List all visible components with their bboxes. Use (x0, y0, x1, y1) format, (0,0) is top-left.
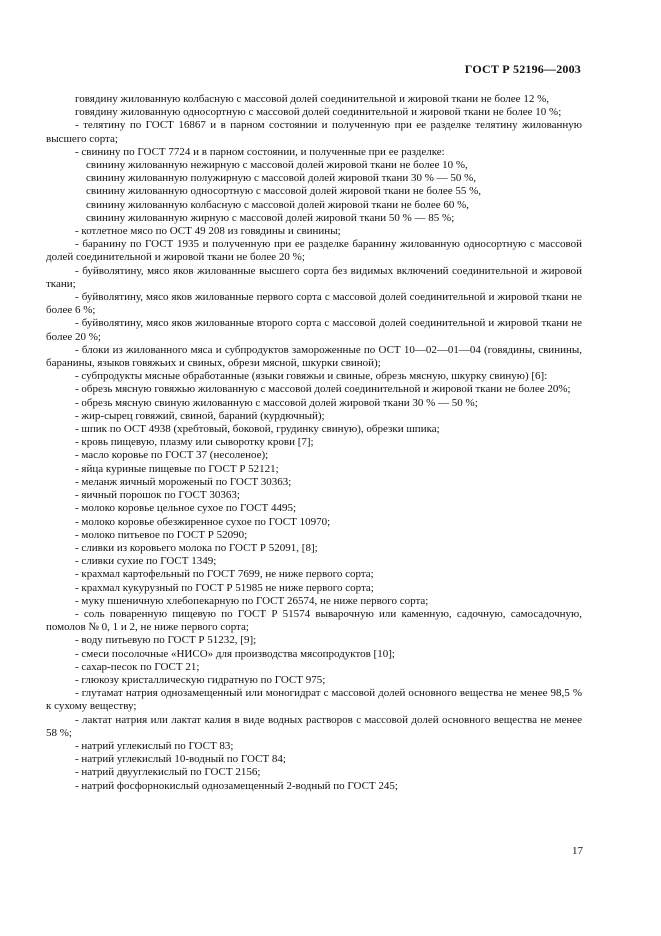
paragraph: - соль поваренную пищевую по ГОСТ Р 51574 выварочную или каменную, садочную, самосадочную, помолов № 0, 1 и 2, не ниже первого сорта; (46, 607, 582, 634)
paragraph: говядину жилованную колбасную с массовой долей соединительной и жировой ткани не более 12 %, (75, 93, 549, 105)
body-text (46, 93, 582, 793)
paragraph: - яйца куриные пищевые по ГОСТ Р 52121; (75, 462, 279, 475)
paragraph: - обрезь мясную свиную жилованную с массовой долей жировой ткани 30 % — 50 %; (75, 396, 478, 409)
page-number: 17 (572, 845, 583, 857)
paragraph: - лактат натрия или лактат калия в виде водных растворов с массовой долей основного вещества не менее 58 %; (46, 713, 582, 739)
paragraph: - сливки сухие по ГОСТ 1349; (75, 555, 217, 568)
paragraph: - буйволятину, мясо яков жилованные второго сорта с массовой долей соединительной и жировой ткани не более 20 %; (46, 317, 582, 343)
paragraph: - масло коровье по ГОСТ 37 (несоленое); (75, 449, 269, 462)
paragraph: свинину жилованную полужирную с массовой долей жировой ткани 30 % — 50 %, (86, 172, 477, 185)
paragraph: свинину жилованную колбасную с массовой долей жировой ткани не более 60 %, (86, 198, 470, 211)
paragraph: свинину жилованную жирную с массовой долей жировой ткани 50 % — 85 %; (86, 211, 455, 224)
paragraph: - натрий углекислый 10-водный по ГОСТ 84; (75, 753, 286, 766)
paragraph: - жир-сырец говяжий, свиной, бараний (курдючный); (75, 409, 325, 422)
paragraph: - сахар-песок по ГОСТ 21; (75, 660, 200, 673)
paragraph: - буйволятину, мясо яков жилованные первого сорта с массовой долей соединительной и жировой ткани не более 6 %; (46, 291, 582, 317)
paragraph: - телятину по ГОСТ 16867 и в парном состоянии и полученную при ее разделке телятину жилованную высшего сорта; (46, 119, 582, 145)
paragraph: - обрезь мясную говяжью жилованную с массовой долей соединительной и жировой ткани не более 20%; (75, 383, 571, 396)
paragraph: - субпродукты мясные обработанные (языки говяжьи и свиные, обрезь мясную, шкурку свиную) [6]: (75, 370, 548, 383)
paragraph: - крахмал кукурузный по ГОСТ Р 51985 не ниже первого сорта; (75, 581, 374, 594)
paragraph: - воду питьевую по ГОСТ Р 51232, [9]; (75, 634, 257, 647)
paragraph: - буйволятину, мясо яков жилованные высшего сорта без видимых включений соединительной и жировой ткани; (46, 264, 582, 290)
paragraph: - свинину по ГОСТ 7724 и в парном состоянии, и полученные при ее разделке: (75, 145, 445, 158)
paragraph: - глутамат натрия однозамещенный или моногидрат с массовой долей основного вещества не менее 98,5 % к сухому веществу; (46, 687, 582, 713)
paragraph: - молоко коровье цельное сухое по ГОСТ 4495; (75, 502, 297, 515)
paragraph: - яичный порошок по ГОСТ 30363; (75, 489, 240, 502)
paragraph: - натрий углекислый по ГОСТ 83; (75, 739, 234, 752)
paragraph: говядину жилованную односортную с массовой долей соединительной и жировой ткани не более 10 %; (75, 106, 562, 119)
paragraph: - муку пшеничную хлебопекарную по ГОСТ 26574, не ниже первого сорта; (75, 594, 429, 607)
paragraph: - смеси посолочные «НИСО» для производства мясопродуктов [10]; (75, 647, 395, 660)
paragraph: - баранину по ГОСТ 1935 и полученную при ее разделке баранину жилованную односортную с массовой долей соединительной и жировой ткани не более 20 %; (46, 238, 582, 264)
paragraph: - кровь пищевую, плазму или сыворотку крови [7]; (75, 436, 314, 449)
paragraph: свинину жилованную односортную с массовой долей жировой ткани не более 55 %, (86, 185, 482, 198)
paragraph: свинину жилованную нежирную с массовой долей жировой ткани не более 10 %, (86, 159, 468, 172)
paragraph: - молоко коровье обезжиренное сухое по ГОСТ 10970; (75, 515, 331, 528)
page-header: ГОСТ Р 52196—2003 (464, 62, 581, 76)
paragraph: - меланж яичный мороженый по ГОСТ 30363; (75, 475, 292, 488)
paragraph: - крахмал картофельный по ГОСТ 7699, не ниже первого сорта; (75, 568, 374, 581)
paragraph: - натрий двууглекислый по ГОСТ 2156; (75, 766, 261, 779)
paragraph: - шпик по ОСТ 4938 (хребтовый, боковой, грудинку свиную), обрезки шпика; (75, 423, 440, 436)
paragraph: - молоко питьевое по ГОСТ Р 52090; (75, 528, 248, 541)
paragraph: - котлетное мясо по ОСТ 49 208 из говядины и свинины; (75, 225, 341, 238)
paragraph: - глюкозу кристаллическую гидратную по ГОСТ 975; (75, 673, 326, 686)
paragraph: - блоки из жилованного мяса и субпродуктов замороженные по ОСТ 10—02—01—04 (говядины, свинины, баранины, языков говяжьих и свиных, обрези мясной, шкурки свиной); (46, 343, 582, 370)
paragraph: - натрий фосфорнокислый однозамещенный 2-водный по ГОСТ 245; (75, 779, 398, 792)
paragraph: - сливки из коровьего молока по ГОСТ Р 52091, [8]; (75, 541, 318, 554)
